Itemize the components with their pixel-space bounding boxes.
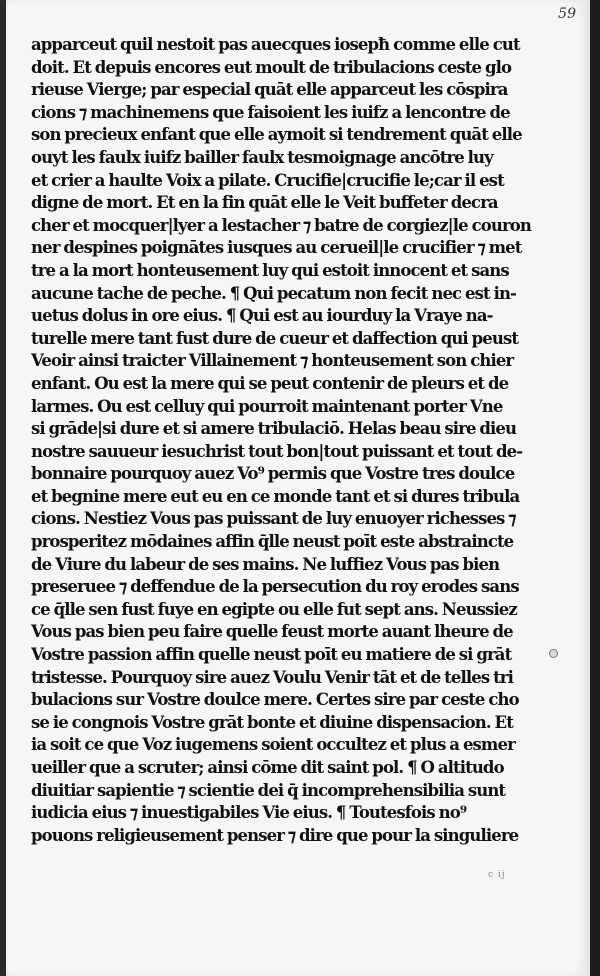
text-line: apparceut quil nestoit pas auecques iosepħ comme elle cut	[31, 35, 520, 54]
text-line: diuitiar sapientie ⁊ scientie dei q̄ incomprehensibilia sunt	[31, 780, 506, 800]
text-line: et begnine mere eut eu en ce monde tant et si dures tribula	[31, 486, 520, 506]
text-line: ce q̄lle sen fust fuye en egipte ou elle fut sept ans. Neussiez	[31, 599, 517, 619]
text-line: se ie congnois Vostre grāt bonte et diuine dispensacion. Et	[31, 712, 513, 732]
text-line: pouons religieusement penser ⁊ dire que pour la singuliere	[31, 825, 519, 845]
text-line: nostre sauueur iesuchrist tout bon|tout puissant et tout de-	[31, 441, 523, 461]
text-line: cions. Nestiez Vous pas puissant de luy enuoyer richesses ⁊	[31, 509, 516, 529]
text-line: cions ⁊ machinemens que faisoient les iuifz a lencontre de	[31, 102, 510, 122]
paper-hole	[549, 649, 558, 658]
text-line: ia soit ce que Voz iugemens soient occultez et plus a esmer	[31, 735, 515, 755]
text-line: et crier a haulte Voix a pilate. Crucifie|crucifie le;car il est	[31, 170, 504, 190]
text-line: tristesse. Pourquoy sire auez Voulu Venir tāt et de telles tri	[31, 667, 513, 687]
text-line: doit. Et depuis encores eut moult de tribulacions ceste glo	[31, 57, 512, 77]
text-line: enfant. Ou est la mere qui se peut contenir de pleurs et de	[31, 373, 509, 393]
text-line: tre a la mort honteusement luy qui estoit innocent et sans	[31, 260, 509, 280]
page-edge-shadow	[590, 0, 600, 976]
text-line: son precieux enfant que elle aymoit si tendrement quāt elle	[31, 125, 522, 145]
text-line: Vous pas bien peu faire quelle feust morte auant lheure de	[31, 622, 513, 642]
text-line: de Viure du labeur de ses mains. Ne luffiez Vous pas bien	[31, 554, 500, 574]
text-line: prosperitez mōdaines affin q̄lle neust poīt este abstraincte	[31, 532, 514, 552]
folio-number: 59	[558, 6, 576, 22]
text-line: bulacions sur Vostre doulce mere. Certes sire par ceste cho	[31, 690, 519, 710]
page-text-block	[31, 34, 551, 847]
catchword: c ij	[488, 870, 506, 880]
text-line: uetus dolus in ore eius. ¶ Qui est au iourduy la Vraye na-	[31, 306, 493, 326]
text-line: si grāde|si dure et si amere tribulaciō. Helas beau sire dieu	[31, 419, 517, 439]
text-line: aucune tache de peche. ¶ Qui pecatum non fecit nec est in-	[31, 283, 516, 303]
text-line: rieuse Vierge; par especial quāt elle apparceut les cōspira	[31, 80, 508, 100]
text-line: cher et mocquer|lyer a lestacher ⁊ batre de corgiez|le couron	[31, 215, 531, 235]
text-line: Veoir ainsi traicter Villainement ⁊ honteusement son chier	[31, 351, 514, 371]
text-line: bonnaire pourquoy auez Vo⁹ permis que Vostre tres doulce	[31, 464, 515, 484]
text-line: ner despines poignātes iusques au cerueil|le crucifier ⁊ met	[31, 238, 522, 258]
text-line: ueiller que a scruter; ainsi cōme dit saint pol. ¶ O altitudo	[31, 758, 504, 777]
text-line: larmes. Ou est celluy qui pourroit maintenant porter Vne	[31, 396, 503, 416]
text-line: digne de mort. Et en la fin quāt elle le Veit buffeter decra	[31, 193, 498, 213]
text-line: preseruee ⁊ deffendue de la persecution du roy erodes sans	[31, 577, 519, 597]
text-line: iudicia eius ⁊ inuestigabiles Vie eius. ¶ Toutesfois no⁹	[31, 803, 467, 823]
text-line: turelle mere tant fust dure de cueur et daffection qui peust	[31, 328, 519, 348]
text-line: ouyt les faulx iuifz bailler faulx tesmoignage ancōtre luy	[31, 147, 493, 167]
text-line: Vostre passion affin quelle neust poīt eu matiere de si grāt	[31, 645, 512, 665]
book-page	[6, 0, 590, 976]
